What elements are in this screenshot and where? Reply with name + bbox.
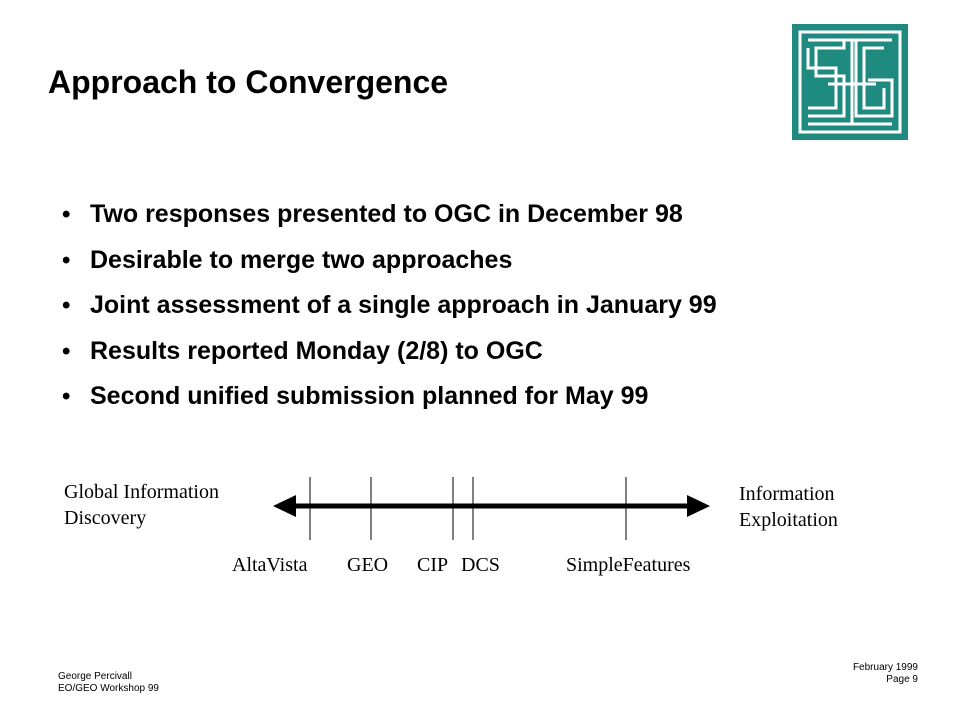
arrowhead-right: [687, 495, 710, 517]
bullet-text: Joint assessment of a single approach in January 99: [90, 291, 717, 319]
timeline-left-line-2: Discovery: [64, 507, 147, 529]
bullet-glyph: •: [62, 337, 71, 365]
timeline-right-line-1: Information: [739, 483, 835, 505]
tick-label-cip: CIP: [417, 554, 449, 576]
bullet-text: Two responses presented to OGC in December 98: [90, 200, 683, 228]
timeline-right-label: [739, 481, 838, 533]
footer-date: February 1999: [852, 662, 918, 673]
tick-label-simplefeatures: SimpleFeatures: [566, 554, 691, 576]
bullet-text: Desirable to merge two approaches: [90, 245, 513, 274]
tick-label-dcs: DCS: [461, 554, 500, 576]
bullet-glyph: •: [62, 292, 71, 319]
timeline-right-line-2: Exploitation: [739, 509, 838, 531]
footer-left: [58, 671, 159, 695]
bullet-text: Second unified submission planned for May 99: [90, 382, 649, 410]
timeline-left-line-1: Global Information: [64, 481, 219, 503]
footer-page: Page 9: [886, 674, 918, 685]
slide-title: Approach to Convergence: [48, 64, 449, 100]
bullet-glyph: •: [62, 201, 71, 228]
tick-label-geo: GEO: [347, 554, 389, 576]
footer-event: EO/GEO Workshop 99: [58, 683, 159, 694]
footer-right: [853, 662, 918, 686]
tick-label-altavista: AltaVista: [232, 554, 308, 576]
arrowhead-left: [273, 495, 296, 517]
bullet-glyph: •: [62, 246, 71, 274]
footer-author: George Percivall: [58, 671, 132, 682]
timeline-left-label: [64, 479, 219, 531]
bullet-text: Results reported Monday (2/8) to OGC: [90, 336, 543, 365]
bullet-glyph: •: [62, 383, 71, 410]
